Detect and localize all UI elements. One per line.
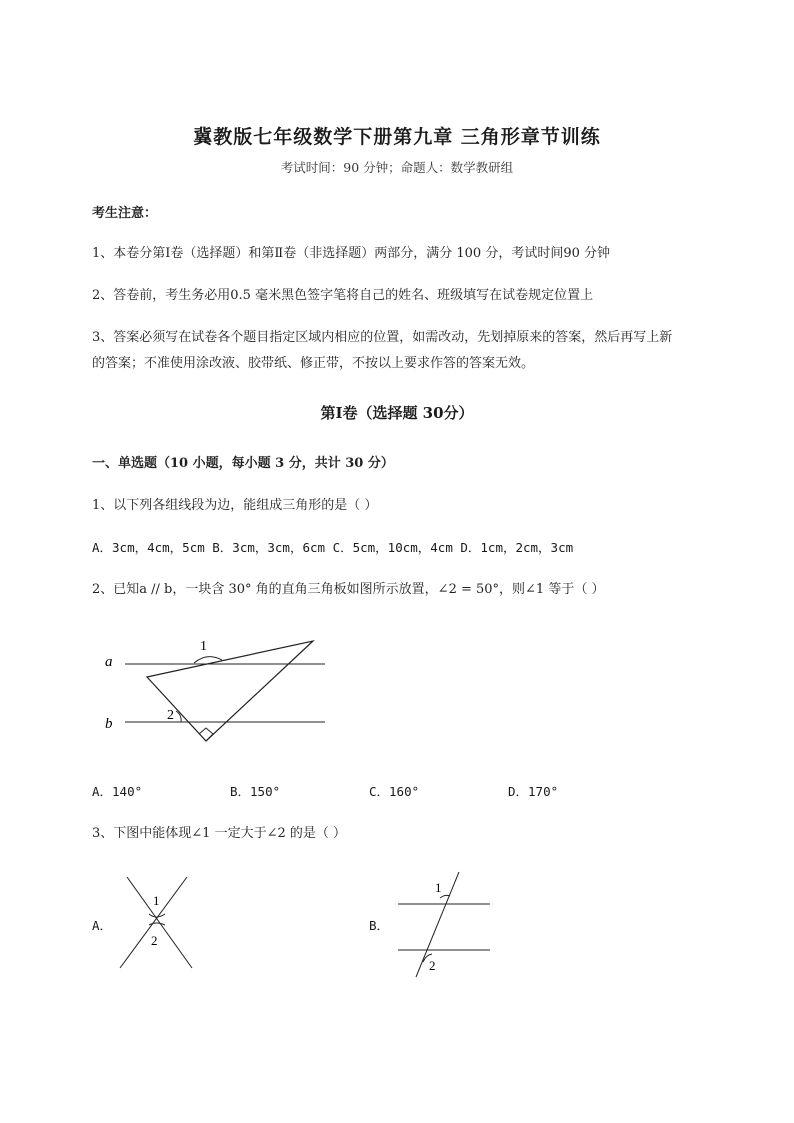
label-angle-1: 1 — [435, 880, 442, 895]
question-2-option-d: D．170° — [508, 784, 559, 799]
label-angle-1: 1 — [200, 639, 207, 654]
question-2-stem: 2、已知a // b，一块含 30° 角的直角三角板如图所示放置，∠2 = 50°，则∠1 等于（ ） — [92, 582, 605, 597]
set-square-triangle — [147, 641, 313, 741]
label-angle-1: 1 — [153, 893, 160, 908]
label-angle-2: 2 — [429, 958, 436, 973]
question-3-figure-a — [110, 870, 200, 974]
label-angle-2: 2 — [167, 708, 174, 723]
question-2-option-b: B．150° — [230, 784, 281, 799]
label-angle-2: 2 — [151, 933, 158, 948]
question-3-option-b-label: B． — [369, 918, 390, 933]
crossing-line-1 — [127, 877, 192, 968]
notice-item-3-line-1: 3、答案必须写在试卷各个题目指定区域内相应的位置，如需改动，先划掉原来的答案，然后再写上新 — [92, 330, 673, 345]
angle-1-arc — [149, 914, 165, 917]
label-b: b — [105, 716, 113, 732]
section-title: 第Ⅰ卷（选择题 30分） — [320, 404, 474, 422]
exam-info: 考试时间：90 分钟；命题人：数学教研组 — [280, 160, 514, 175]
notice-item-3-line-2: 的答案；不准使用涂改液、胶带纸、修正带，不按以上要求作答的答案无效。 — [92, 356, 535, 371]
crossing-line-2 — [120, 877, 187, 968]
right-angle-mark — [199, 728, 213, 741]
question-1-options: A．3cm，4cm，5cm B．3cm，3cm，6cm C．5cm，10cm，4cm D．1cm，2cm，3cm — [92, 540, 574, 555]
question-3-option-a-label: A． — [92, 918, 113, 933]
question-1-stem: 1、以下列各组线段为边，能组成三角形的是（ ） — [92, 498, 378, 513]
question-2-option-a: A．140° — [92, 784, 143, 799]
label-a: a — [105, 654, 113, 670]
page-title: 冀教版七年级数学下册第九章 三角形章节训练 — [193, 126, 601, 148]
notice-item-2: 2、答卷前，考生务必用0.5 毫米黑色签字笔将自己的姓名、班级填写在试卷规定位置上 — [92, 288, 594, 303]
part-heading: 一、单选题（10 小题，每小题 3 分，共计 30 分） — [92, 456, 394, 471]
question-3-figure-b — [390, 865, 500, 980]
question-2-figure — [95, 630, 335, 750]
question-2-option-c: C．160° — [369, 784, 420, 799]
notice-item-1: 1、本卷分第Ⅰ卷（选择题）和第Ⅱ卷（非选择题）两部分，满分 100 分，考试时间90 分钟 — [92, 246, 610, 261]
notice-heading: 考生注意： — [92, 206, 158, 221]
question-3-stem: 3、下图中能体现∠1 一定大于∠2 的是（ ） — [92, 826, 346, 841]
